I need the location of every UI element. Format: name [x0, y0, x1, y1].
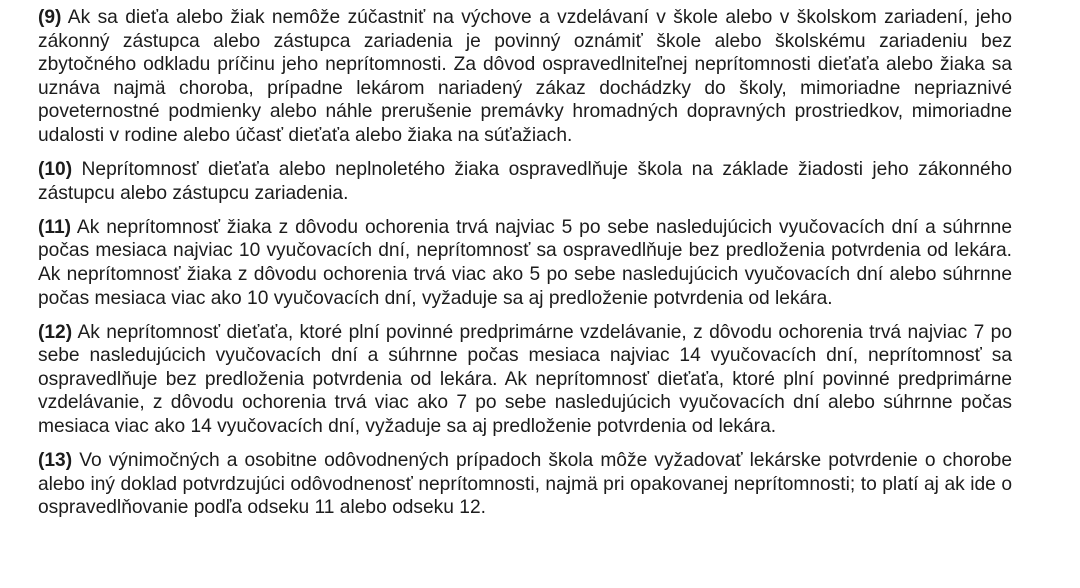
- paragraph-10: [38, 158, 1012, 205]
- paragraph-text: Ak neprítomnosť dieťaťa, ktoré plní povinné predprimárne vzdelávanie, z dôvodu ochorenia trvá najviac 7 po sebe nasledujúcich vyučovacích dní a súhrnne počas mesiaca najviac 14 vyučovacích dní, neprítomnosť sa ospravedlňuje bez predloženia potvrdenia od lekára. Ak neprítomnosť dieťaťa, ktoré plní povinné predprimárne vzdelávanie, z dôvodu ochorenia trvá viac ako 7 po sebe nasledujúcich vyučovacích dní alebo súhrnne počas mesiaca viac ako 14 vyučovacích dní, vyžaduje sa aj predloženie potvrdenia od lekára.: [38, 321, 1012, 437]
- paragraph-number: (12): [38, 321, 73, 343]
- paragraph-12: [38, 321, 1012, 439]
- paragraph-number: (11): [38, 216, 72, 238]
- paragraph-13: [38, 449, 1012, 520]
- paragraph-text: Ak sa dieťa alebo žiak nemôže zúčastniť na výchove a vzdelávaní v škole alebo v školskom zariadení, jeho zákonný zástupca alebo zástupca zariadenia je povinný oznámiť škole alebo školskému zariadeniu bez zbytočného odkladu príčinu jeho neprítomnosti. Za dôvod ospravedlniteľnej neprítomnosti dieťaťa alebo žiaka sa uznáva najmä choroba, prípadne lekárom nariadený zákaz dochádzky do školy, mimoriadne nepriaznivé poveternostné podmienky alebo náhle prerušenie premávky hromadných dopravných prostriedkov, mimoriadne udalosti v rodine alebo účasť dieťaťa alebo žiaka na súťažiach.: [38, 7, 1013, 146]
- document-body: [38, 6, 1012, 530]
- paragraph-number: (10): [38, 159, 73, 181]
- paragraph-number: (13): [38, 450, 73, 472]
- paragraph-11: [38, 216, 1012, 310]
- paragraph-number: (9): [38, 7, 62, 28]
- paragraph-text: Vo výnimočných a osobitne odôvodnených prípadoch škola môže vyžadovať lekárske potvrdenie o chorobe alebo iný doklad potvrdzujúci odôvodnenosť neprítomnosti, najmä pri opakovanej neprítomnosti; to platí aj ak ide o ospravedlňovanie podľa odseku 11 alebo odseku 12.: [38, 450, 1012, 519]
- paragraph-text: Ak neprítomnosť žiaka z dôvodu ochorenia trvá najviac 5 po sebe nasledujúcich vyučovacích dní a súhrnne počas mesiaca najviac 10 vyučovacích dní, neprítomnosť sa ospravedlňuje bez predloženia potvrdenia od lekára. Ak neprítomnosť žiaka z dôvodu ochorenia trvá viac ako 5 po sebe nasledujúcich vyučovacích dní alebo súhrnne počas mesiaca viac ako 10 vyučovacích dní, vyžaduje sa aj predloženie potvrdenia od lekára.: [38, 216, 1012, 309]
- paragraph-9: [38, 6, 1012, 148]
- paragraph-text: Neprítomnosť dieťaťa alebo neplnoletého žiaka ospravedlňuje škola na základe žiadosti jeho zákonného zástupcu alebo zástupcu zariadenia.: [38, 159, 1012, 204]
